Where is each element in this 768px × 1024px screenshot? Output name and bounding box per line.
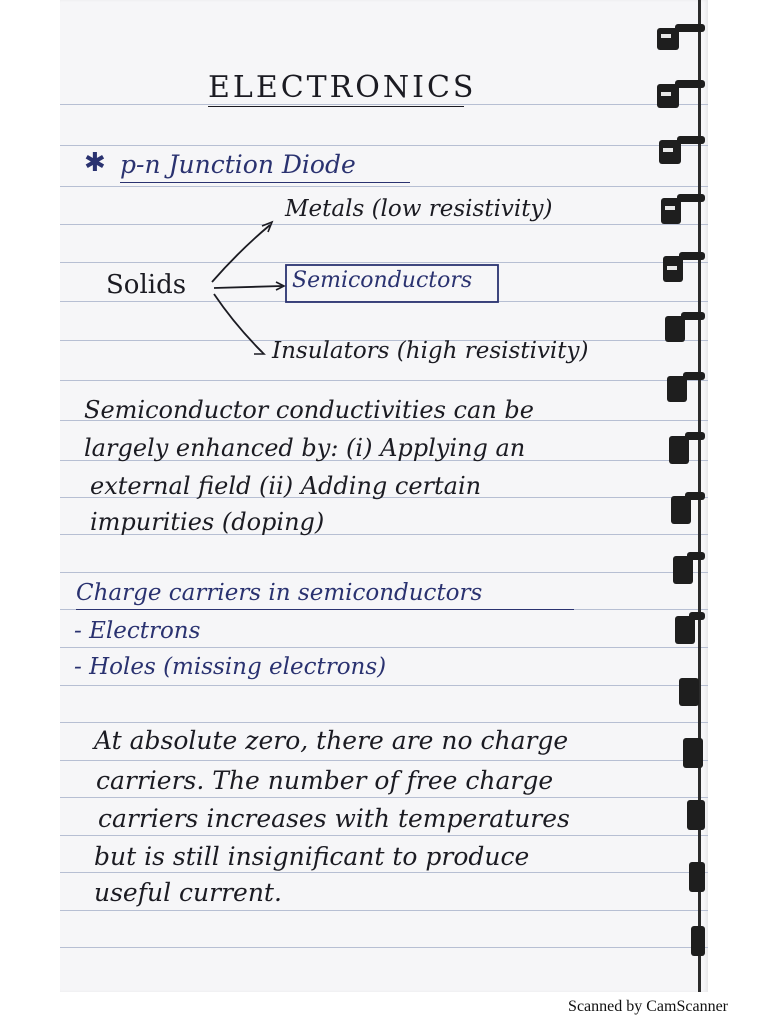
para2-line: carriers increases with temperatures	[98, 804, 570, 833]
branch-insulators: Insulators (high resistivity)	[272, 338, 589, 364]
para2-line: carriers. The number of free charge	[96, 766, 554, 795]
para1-line: largely enhanced by: (i) Applying an	[84, 434, 526, 462]
carrier-item-holes: - Holes (missing electrons)	[74, 654, 387, 680]
para2-line: but is still insignificant to produce	[94, 842, 530, 871]
carriers-heading: Charge carriers in semiconductors	[76, 580, 483, 606]
tree-root-solids: Solids	[106, 270, 187, 300]
heading-marker: ✱	[84, 148, 106, 178]
carrier-item-electrons: - Electrons	[74, 618, 201, 644]
arrow-semiconductors	[214, 286, 282, 288]
para2-line: useful current.	[94, 878, 282, 907]
para1-line: impurities (doping)	[90, 508, 325, 536]
semiconductors-box	[286, 265, 498, 302]
section-heading: p-n Junction Diode	[120, 150, 356, 179]
branch-semiconductors: Semiconductors	[292, 268, 473, 293]
arrow-metals	[212, 225, 270, 282]
para2-line: At absolute zero, there are no charge	[94, 726, 569, 755]
arrowhead-insulators	[254, 346, 264, 354]
spiral-binding	[655, 0, 715, 992]
para1-line: external field (ii) Adding certain	[90, 472, 482, 500]
para1-line: Semiconductor conductivities can be	[84, 396, 534, 424]
page-title: ELECTRONICS	[208, 70, 477, 105]
arrow-insulators	[214, 294, 262, 352]
branch-metals: Metals (low resistivity)	[285, 196, 553, 222]
carriers-underline	[76, 609, 574, 610]
scanner-footer: Scanned by CamScanner	[568, 998, 728, 1015]
